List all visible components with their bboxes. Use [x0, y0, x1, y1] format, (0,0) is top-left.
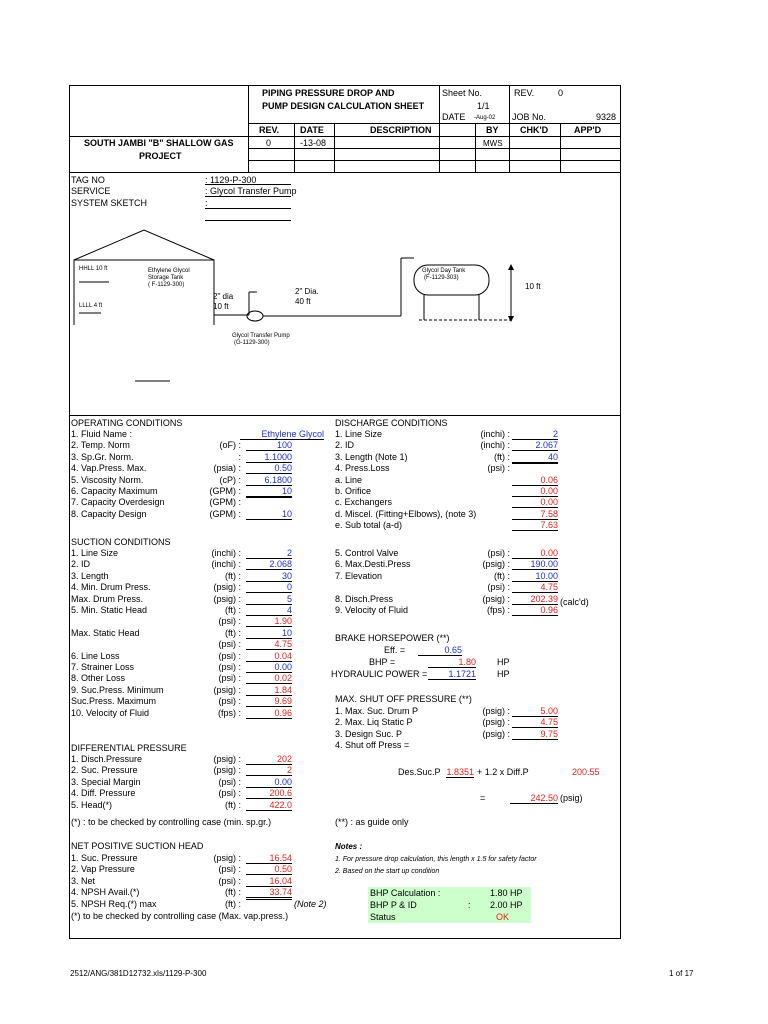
operating-row-label: 4. Vap.Press. Max. [71, 463, 147, 474]
suction-row-unit: (psi) : [218, 616, 241, 627]
discharge-row-value: 4.75 [512, 582, 558, 593]
suction-row-label: Max. Drum Press. [71, 593, 144, 604]
discharge-row-unit: (psig) : [482, 593, 510, 604]
discharge-row-value [512, 463, 558, 464]
discharge-row-value: 0.00 [512, 497, 558, 508]
discharge-row-value: 7.58 [512, 509, 558, 520]
npsh-row-unit: (ft) : [225, 898, 241, 909]
eff-value: 0.65 [418, 645, 462, 656]
col-chkd: CHK'D [520, 125, 549, 135]
discharge-row-value: 0.00 [512, 486, 558, 497]
npsh-note: (*) to be checked by controlling case (Max. vap.press.) [71, 911, 289, 921]
differential-row-label: 1. Disch.Pressure [71, 754, 143, 764]
brake-title: BRAKE HORSEPOWER (**) [335, 633, 450, 643]
shutoff-result: 242.50 [510, 793, 558, 804]
status-label: Status [370, 912, 396, 922]
suction-row-value: 0.96 [246, 708, 292, 719]
suction-row-value: 10 [246, 628, 292, 639]
hydraulic-label: HYDRAULIC POWER = [331, 669, 428, 679]
pump-symbol [247, 311, 263, 321]
discharge-row-unit: (ft) : [494, 451, 510, 462]
operating-row-unit: (GPM) : [209, 508, 241, 519]
discharge-row-unit: (psi) : [487, 548, 510, 558]
tank1-tag: ( F-1129-300) [148, 282, 185, 288]
suction-row-unit: (ft) : [225, 605, 241, 615]
suction-row-unit: (psi) : [218, 639, 241, 650]
operating-title: OPERATING CONDITIONS [71, 418, 183, 428]
pipe2-length: 40 ft [295, 297, 311, 306]
npsh-row-unit: (ft) : [225, 887, 241, 898]
shutoff-row-unit: (psig) : [482, 728, 510, 739]
suction-row-unit: (psi) : [218, 650, 241, 661]
sketch-colon: : [205, 198, 208, 208]
suction-row-unit: (inchi) : [211, 548, 241, 558]
shutoff-title: MAX. SHUT OFF PRESSURE (**) [335, 694, 472, 704]
bhp-label: BHP = [369, 657, 396, 667]
differential-row-label: 3. Special Margin [71, 776, 141, 787]
bhp-calc-label: BHP Calculation : [370, 888, 441, 898]
discharge-row-value: 2 [512, 429, 558, 440]
operating-row-unit: (oF) : [219, 440, 241, 451]
project-name-2: PROJECT [139, 151, 182, 161]
pipe1-length: 10 ft [213, 302, 229, 311]
bhp-pid-colon: : [468, 900, 471, 910]
shutoff-eq: = [480, 793, 486, 803]
discharge-row-label: 6. Max.Desti.Press [335, 559, 411, 570]
suction-row-label: 3. Length [71, 570, 109, 581]
pump-tag: (G-1129-300) [234, 340, 270, 346]
npsh-row-label: 5. NPSH Req.(*) max [71, 898, 157, 909]
pipe1-dia: 2" dia [213, 292, 234, 301]
discharge-row-value: 0.00 [512, 548, 558, 559]
suction-title: SUCTION CONDITIONS [71, 537, 171, 547]
discharge-row-label: a. Line [335, 474, 363, 485]
suction-row-value: 5 [246, 594, 292, 605]
suction-row-unit: (psi) : [218, 696, 241, 707]
suction-row-label: 1. Line Size [71, 548, 119, 558]
differential-row-label: 5. Head(*) [71, 799, 113, 810]
operating-row-value: Ethylene Glycol [240, 429, 324, 440]
discharge-row-unit: (psi) : [487, 582, 510, 593]
discharge-title: DISCHARGE CONDITIONS [335, 418, 448, 428]
llll-label: LLLL 4 ft [79, 303, 103, 309]
shutoff-note: (**) : as guide only [335, 817, 409, 827]
discharge-row-label: 1. Line Size [335, 429, 383, 439]
operating-row-value [246, 497, 292, 498]
discharge-row-label: d. Miscel. (Fitting+Elbows), (note 3) [335, 508, 477, 519]
discharge-row-unit: (inchi) : [480, 429, 510, 439]
suction-row-unit: (inchi) : [211, 559, 241, 570]
differential-row-value: 200.6 [246, 788, 292, 799]
col-rev: REV. [259, 125, 280, 135]
col-appd: APP'D [574, 125, 602, 135]
differential-title: DIFFERENTIAL PRESSURE [71, 743, 187, 753]
suction-row-label: 7. Strainer Loss [71, 662, 135, 672]
npsh-row-label: 1. Suc. Pressure [71, 853, 138, 863]
date-label: DATE [442, 112, 466, 122]
discharge-row-label: 8. Disch.Press [335, 593, 394, 604]
hydraulic-value: 1.1721 [428, 669, 476, 680]
job-no-label: JOB No. [512, 112, 547, 122]
discharge-row-label: 9. Velocity of Fluid [335, 605, 409, 615]
shutoff-row-unit: (psig) : [482, 706, 510, 716]
differential-row-unit: (psi) : [218, 788, 241, 799]
suction-row-value: 1.90 [246, 616, 292, 627]
suction-row-label: 2. ID [71, 559, 91, 570]
discharge-row-label: 2. ID [335, 440, 355, 451]
npsh-row-label: 3. Net [71, 875, 96, 886]
suction-row-label: 4. Min. Drum Press. [71, 582, 151, 593]
eff-label: Eff. = [384, 645, 406, 655]
suction-row-value: 0.02 [246, 673, 292, 684]
differential-row-value: 202 [246, 754, 292, 765]
operating-row-unit: (cP) : [219, 474, 241, 485]
tag-value: : 1129-P-300 [205, 175, 257, 185]
discharge-row-unit: (inchi) : [480, 440, 510, 451]
operating-row-label: 3. Sp.Gr. Norm. [71, 451, 134, 462]
npsh-row-unit: (psi) : [218, 875, 241, 886]
differential-row-unit: (psi) : [218, 776, 241, 787]
discharge-row-value: 0.06 [512, 475, 558, 486]
sheet-no: 1/1 [477, 101, 490, 111]
operating-row-label: 6. Capacity Maximum [71, 486, 158, 496]
operating-row-value: 6.1800 [246, 475, 292, 486]
footer-page-number: 1 of 17 [669, 969, 694, 978]
discharge-row-unit: (ft) : [494, 570, 510, 581]
npsh-title: NET POSITIVE SUCTION HEAD [71, 841, 204, 851]
rev-value: 0 [558, 88, 564, 98]
shutoff-formula: + 1.2 x Diff.P [477, 767, 529, 777]
discharge-row-label: 3. Length (Note 1) [335, 451, 408, 462]
tank1-name: Ethylene Glycol [148, 268, 190, 274]
suction-row-label: 6. Line Loss [71, 650, 120, 661]
suction-row-value: 9.69 [246, 696, 292, 707]
discharge-row-value: 190.00 [512, 559, 558, 570]
differential-row-unit: (ft) : [225, 799, 241, 810]
npsh-row-label: 4. NPSH Avail.(*) [71, 887, 140, 898]
suction-row-value: 0.00 [246, 662, 292, 673]
tag-label: TAG NO [71, 175, 105, 185]
differential-note: (*) : to be checked by controlling case (min. sp.gr.) [71, 817, 272, 827]
tank1-type: Storage Tank [148, 275, 184, 281]
suction-row-unit: (psig) : [213, 582, 241, 593]
suction-row-label: Max. Static Head [71, 627, 140, 638]
operating-row-value: 10 [246, 509, 292, 520]
shutoff-row-label: 4. Shut off Press = [335, 740, 410, 751]
col-date: DATE [300, 125, 324, 135]
operating-row-value: 100 [246, 440, 292, 451]
shutoff-row-label: 3. Design Suc. P [335, 728, 403, 739]
project-name-1: SOUTH JAMBI "B" SHALLOW GAS [84, 138, 234, 148]
status-badge: OK [496, 912, 510, 922]
discharge-row-label: b. Orifice [335, 486, 372, 496]
suction-row-unit: (psig) : [213, 593, 241, 604]
shutoff-row-label: 2. Max. Liq Static P [335, 717, 413, 728]
suction-row-value: 30 [246, 571, 292, 582]
discharge-row-value: 7.63 [512, 520, 558, 531]
suction-row-label: 9. Suc.Press. Minimum [71, 684, 164, 695]
operating-row-unit: : [238, 451, 241, 462]
bhp-pid-label: BHP P & ID [370, 900, 417, 910]
differential-row-value: 2 [246, 765, 292, 776]
calcd-label: (calc'd) [560, 597, 589, 607]
shutoff-row-value: 4.75 [512, 717, 558, 728]
bhp-unit: HP [497, 657, 510, 667]
npsh-row-value: 33.74 [246, 887, 292, 898]
npsh-note-2: (Note 2) [294, 899, 327, 909]
hydraulic-unit: HP [497, 669, 510, 679]
row1-by: MWS [483, 139, 503, 148]
operating-row-label: 8. Capacity Design [71, 508, 147, 519]
npsh-row-value: 16.04 [246, 876, 292, 887]
suction-row-label: 8. Other Loss [71, 673, 126, 684]
npsh-row-value: 16.54 [246, 853, 292, 864]
storage-tank [74, 230, 214, 325]
operating-row-value: 10 [246, 486, 292, 497]
discharge-row-value: 2.067 [512, 440, 558, 451]
operating-row-label: 5. Viscosity Norm. [71, 474, 144, 485]
suction-row-unit: (ft) : [225, 570, 241, 581]
shutoff-result-unit: (psig) [560, 793, 583, 803]
shutoff-row-value: 9.75 [512, 729, 558, 740]
note-2: 2. Based on the start up condition [335, 868, 440, 875]
bhp-pid-value: 2.00 HP [490, 900, 523, 910]
service-label: SERVICE [71, 186, 111, 196]
operating-row-label: 1. Fluid Name : [71, 429, 133, 439]
differential-row-label: 4. Diff. Pressure [71, 788, 136, 799]
suction-row-label: 10. Velocity of Fluid [71, 707, 150, 718]
npsh-row-value: 0.50 [246, 864, 292, 875]
differential-row-value: 0.00 [246, 777, 292, 788]
operating-row-value: 1.1000 [246, 452, 292, 463]
note-1: 1. For pressure drop calculation, this length x 1.5 for safety factor [335, 856, 537, 863]
shutoff-row-unit: (psig) : [482, 717, 510, 728]
suction-row-value: 0.04 [246, 651, 292, 662]
npsh-row-label: 2. Vap Pressure [71, 864, 135, 875]
suction-row-value: 2.068 [246, 559, 292, 570]
suction-row-value: 4.75 [246, 639, 292, 650]
tank2-name: Glycol Day Tank [422, 268, 466, 274]
sheet-title-1: PIPING PRESSURE DROP AND [262, 88, 395, 98]
shutoff-row-value: 5.00 [512, 706, 558, 717]
job-no: 9328 [596, 112, 617, 122]
suction-row-value: 4 [246, 605, 292, 616]
operating-row-value: 0.50 [246, 463, 292, 474]
service-value: : Glycol Transfer Pump [205, 186, 297, 196]
operating-row-unit: (psia) : [213, 463, 241, 474]
hhll-label: HHLL 10 ft [79, 266, 108, 272]
pump-name: Glycol Transfer Pump [232, 333, 290, 339]
suction-row-label: 5. Min. Static Head [71, 605, 148, 615]
suction-row-value: 2 [246, 548, 292, 559]
discharge-row-unit: (psig) : [482, 559, 510, 570]
row1-rev: 0 [266, 138, 272, 148]
bhp-calc-value: 1.80 HP [490, 888, 523, 898]
des-suc-label: Des.Suc.P [398, 767, 441, 777]
suction-row-value: 1.84 [246, 685, 292, 696]
discharge-row-value: 40 [512, 452, 558, 463]
suction-row-value: 0 [246, 582, 292, 593]
elevation-label: 10 ft [525, 282, 541, 291]
bhp-value: 1.80 [428, 657, 476, 668]
suction-row-unit: (ft) : [225, 627, 241, 638]
shutoff-formula-value: 200.55 [572, 767, 600, 777]
suction-row-unit: (psi) : [218, 673, 241, 684]
discharge-row-label: 7. Elevation [335, 570, 383, 581]
operating-row-unit: (GPM) : [209, 486, 241, 496]
differential-row-label: 2. Suc. Pressure [71, 765, 138, 776]
suction-row-unit: (psi) : [218, 662, 241, 672]
tank2-tag: (F-1129-303) [424, 275, 459, 281]
discharge-row-unit: (fps) : [486, 605, 510, 615]
discharge-row-unit: (psi) : [487, 463, 510, 474]
differential-row-unit: (psig) : [213, 754, 241, 764]
operating-row-unit: (GPM) : [209, 497, 241, 508]
npsh-row-unit: (psi) : [218, 864, 241, 875]
discharge-row-label: 5. Control Valve [335, 548, 399, 558]
npsh-row-value [246, 899, 292, 900]
row1-date: -13-08 [300, 138, 327, 148]
sketch-label: SYSTEM SKETCH [71, 198, 148, 208]
npsh-row-unit: (psig) : [213, 853, 241, 863]
discharge-row-label: e. Sub total (a-d) [335, 520, 403, 531]
shutoff-row-label: 1. Max. Suc. Drum P [335, 706, 419, 716]
des-suc-value: 1.8351 [446, 767, 474, 777]
pipe2-dia: 2" Dia. [295, 287, 319, 296]
date-value: -Aug-02 [474, 115, 496, 121]
discharge-row-label: 4. Press.Loss [335, 463, 390, 474]
rev-label: REV. [514, 88, 535, 98]
discharge-row-label: c. Exchangers [335, 497, 393, 508]
suction-row-unit: (fps) : [217, 707, 241, 718]
operating-row-label: 2. Temp. Norm [71, 440, 130, 451]
col-by: BY [486, 125, 499, 135]
sheet-no-label: Sheet No. [442, 88, 483, 98]
suction-row-label: Suc.Press. Maximum [71, 696, 157, 707]
col-description: DESCRIPTION [370, 125, 432, 135]
discharge-row-value: 0.96 [512, 605, 558, 616]
footer-file-path: 2512/ANG/381D12732.xls/1129-P-300 [70, 969, 207, 978]
operating-row-label: 7. Capacity Overdesign [71, 497, 165, 508]
discharge-row-value: 10.00 [512, 571, 558, 582]
differential-row-unit: (psig) : [213, 765, 241, 776]
sheet-title-2: PUMP DESIGN CALCULATION SHEET [262, 101, 425, 111]
notes-title: Notes : [335, 842, 363, 851]
differential-row-value: 422.0 [246, 800, 292, 811]
discharge-row-value: 202.39 [512, 594, 558, 605]
suction-row-unit: (psig) : [213, 684, 241, 695]
